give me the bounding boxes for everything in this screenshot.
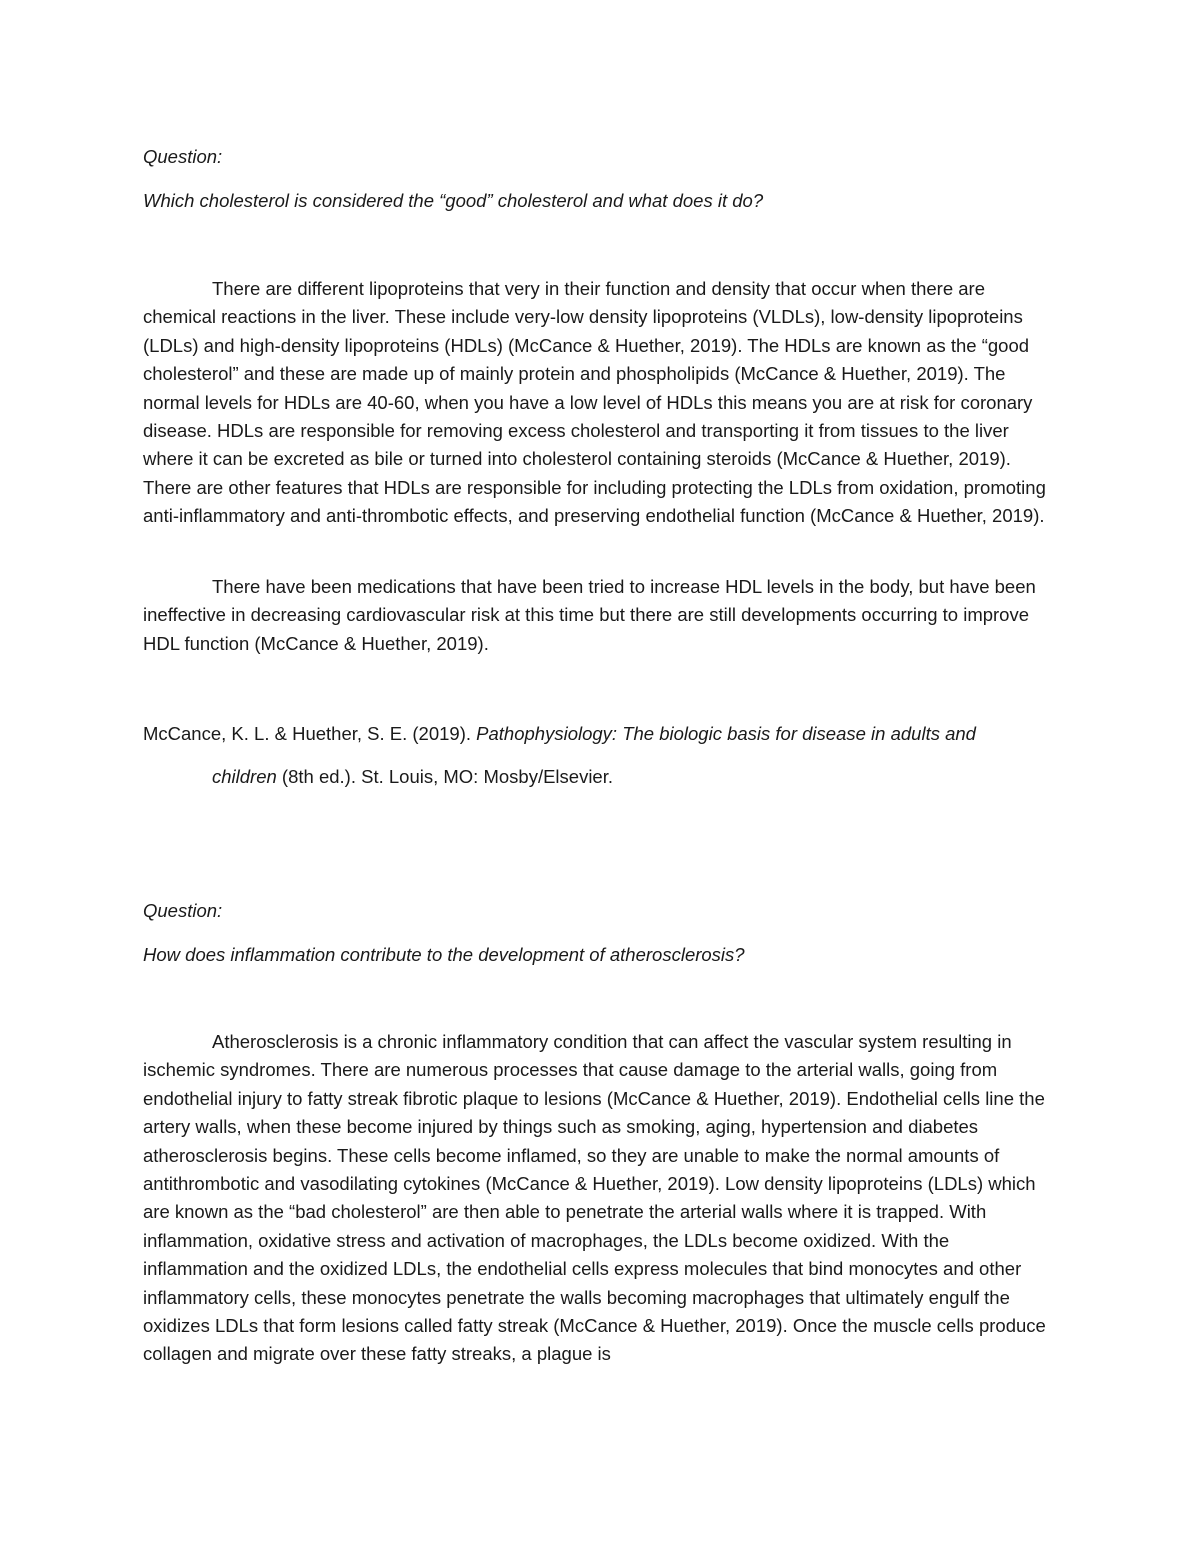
- reference-line-2: [212, 763, 613, 791]
- reference-line-1: [143, 720, 976, 748]
- reference-title: Pathophysiology: The biologic basis for disease in adults and: [476, 723, 976, 744]
- reference-publisher: (8th ed.). St. Louis, MO: Mosby/Elsevier.: [276, 766, 614, 787]
- reference-authors: McCance, K. L. & Huether, S. E. (2019).: [143, 723, 477, 744]
- question-text: Which cholesterol is considered the “good” cholesterol and what does it do?: [143, 190, 764, 211]
- reference-title-continued: children: [212, 766, 277, 787]
- body-paragraph: Atherosclerosis is a chronic inflammatory condition that can affect the vascular system resulting in ischemic syndromes. There are numerous processes that cause damage to the arterial walls, going from endothelial injury to fatty streak fibrotic plaque to lesions (McCance & Huether, 2019). Endothelial cells line the artery walls, when these become injured by things such as smoking, aging, hypertension and diabetes atherosclerosis begins. These cells become inflamed, so they are unable to make the normal amounts of antithrombotic and vasodilating cytokines (McCance & Huether, 2019). Low density lipoproteins (LDLs) which are known as the “bad cholesterol” are then able to penetrate the arterial walls where it is trapped. With inflammation, oxidative stress and activation of macrophages, the LDLs become oxidized. With the inflammation and the oxidized LDLs, the endothelial cells express molecules that bind monocytes and other inflammatory cells, these monocytes penetrate the walls becoming macrophages that ultimately engulf the oxidizes LDLs that form lesions called fatty streak (McCance & Huether, 2019). Once the muscle cells produce collagen and migrate over these fatty streaks, a plague is: [143, 1031, 1046, 1365]
- body-paragraph: There have been medications that have been tried to increase HDL levels in the body, but have been ineffective in decreasing cardiovascular risk at this time but there are still developments occurring to improve HDL function (McCance & Huether, 2019).: [143, 576, 1036, 654]
- question-label: Question:: [143, 900, 223, 921]
- question-text: How does inflammation contribute to the development of atherosclerosis?: [143, 944, 745, 965]
- question-label: Question:: [143, 146, 223, 167]
- body-paragraph: There are different lipoproteins that very in their function and density that occur when there are chemical reactions in the liver. These include very-low density lipoproteins (VLDLs), low-density lipoproteins (LDLs) and high-density lipoproteins (HDLs) (McCance & Huether, 2019). The HDLs are known as the “good cholesterol” and these are made up of mainly protein and phospholipids (McCance & Huether, 2019). The normal levels for HDLs are 40-60, when you have a low level of HDLs this means you are at risk for coronary disease. HDLs are responsible for removing excess cholesterol and transporting it from tissues to the liver where it can be excreted as bile or turned into cholesterol containing steroids (McCance & Huether, 2019). There are other features that HDLs are responsible for including protecting the LDLs from oxidation, promoting anti-inflammatory and anti-thrombotic effects, and preserving endothelial function (McCance & Huether, 2019).: [143, 278, 1046, 527]
